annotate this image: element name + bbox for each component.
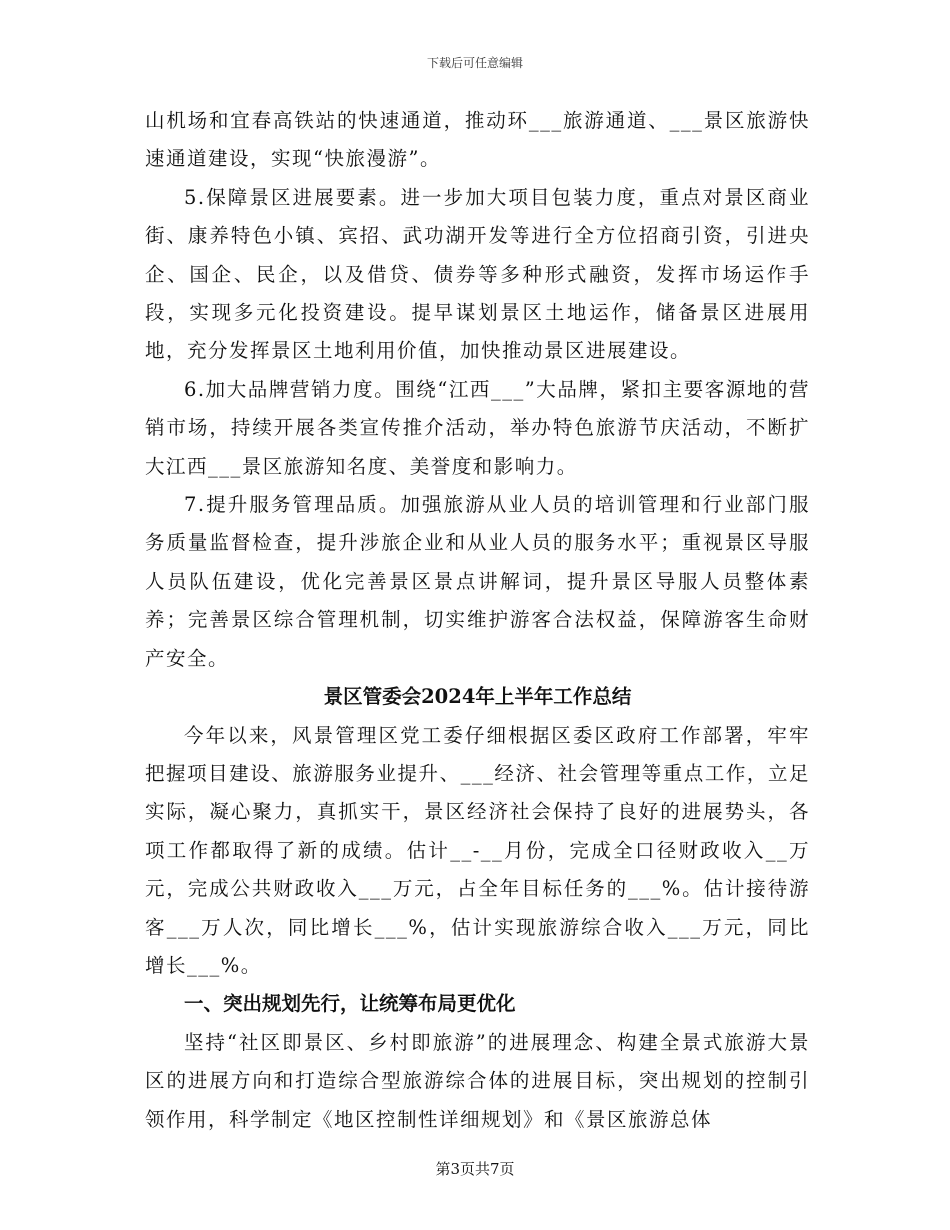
document-body [145, 102, 810, 1139]
page-footer: 第3页共7页 [435, 1160, 515, 1178]
paragraph-item-7: 7.提升服务管理品质。加强旅游从业人员的培训管理和行业部门服务质量监督检查，提升涉旅企业和从业人员的服务水平；重视景区导服人员队伍建设，优化完善景区景点讲解词，提升景区导服人员整体素养；完善景区综合管理机制，切实维护游客合法权益，保障游客生命财产安全。 [145, 493, 810, 670]
paragraph-section-1: 坚持“社区即景区、乡村即旅游”的进展理念、构建全景式旅游大景区的进展方向和打造综合型旅游综合体的进展目标，突出规划的控制引领作用，科学制定《地区控制性详细规划》和《景区旅游总体 [145, 1030, 810, 1131]
document-title: 景区管委会2024年上半年工作总结 [323, 685, 632, 709]
paragraph-item-5: 5.保障景区进展要素。进一步加大项目包装力度，重点对景区商业街、康养特色小镇、宾招、武功湖开发等进行全方位招商引资，引进央企、国企、民企，以及借贷、债券等多种形式融资，发挥市场运作手段，实现多元化投资建设。提早谋划景区土地运作，储备景区进展用地，充分发挥景区土地利用价值，加快推动景区进展建设。 [145, 185, 810, 363]
paragraph-item-6: 6.加大品牌营销力度。围绕“江西___”大品牌，紧扣主要客源地的营销市场，持续开展各类宣传推介活动，举办特色旅游节庆活动，不断扩大江西___景区旅游知名度、美誉度和影响力。 [145, 377, 810, 478]
paragraph-continuation: 山机场和宜春高铁站的快速通道，推动环___旅游通道、___景区旅游快速通道建设，实现“快旅漫游”。 [145, 109, 810, 171]
paragraph-intro: 今年以来，风景管理区党工委仔细根据区委区政府工作部署，牢牢把握项目建设、旅游服务业提升、___经济、社会管理等重点工作，立足实际，凝心聚力，真抓实干，景区经济社会保持了良好的进展势头，各项工作都取得了新的成绩。估计__-__月份，完成全口径财政收入__万元，完成公共财政收入___万元，占全年目标任务的___%。估计接待游客___万人次，同比增长___%，估计实现旅游综合收入___万元，同比增长___%。 [145, 723, 810, 977]
page-header: 下载后可任意编辑 [426, 56, 523, 70]
section-heading-1: 一、突出规划先行，让统筹布局更优化 [184, 992, 516, 1016]
